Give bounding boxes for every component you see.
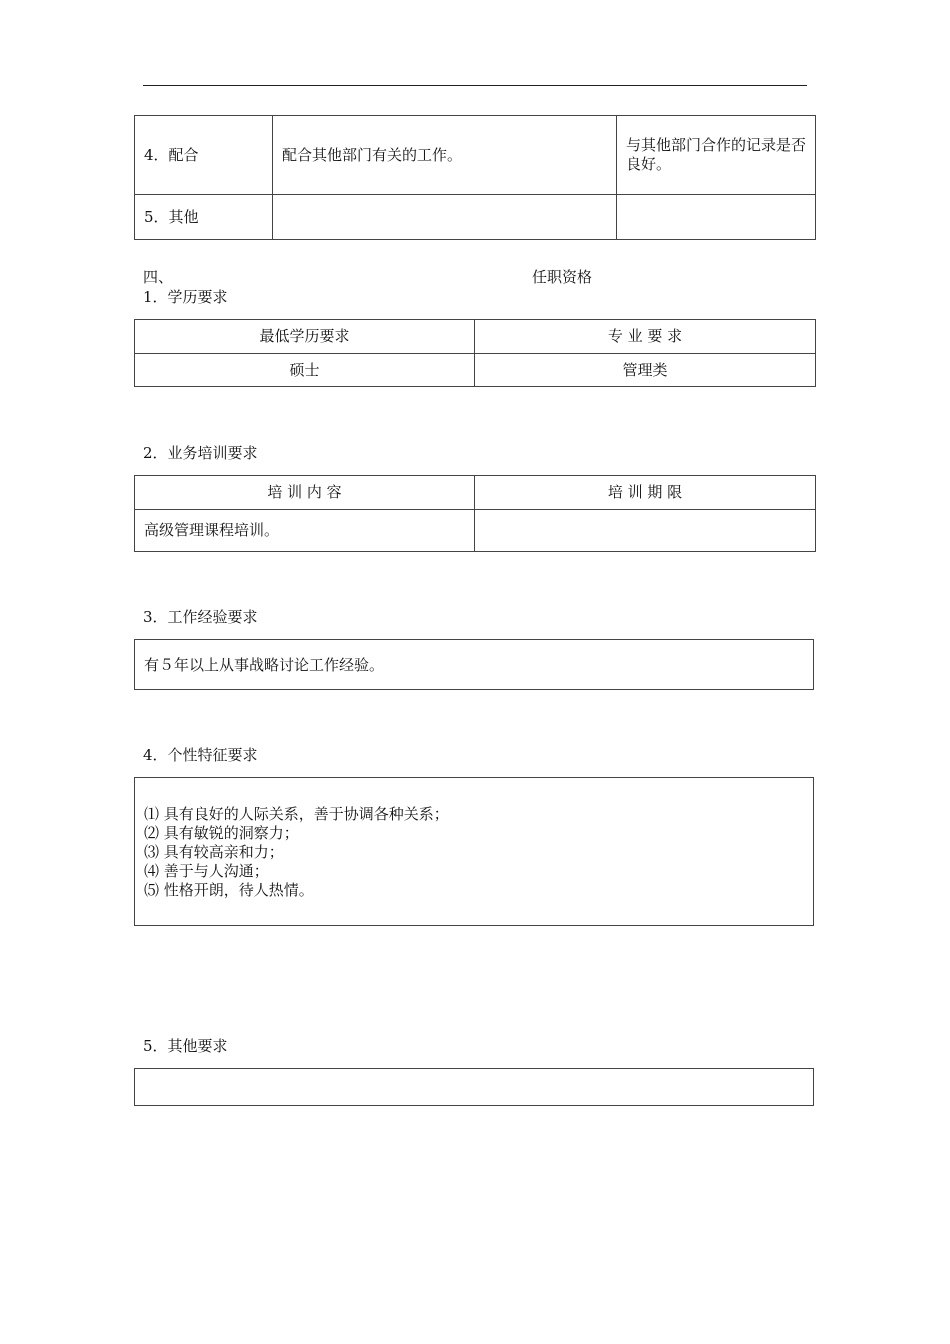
duty-standard: 与其他部门合作的记录是否良好。 [617, 116, 816, 195]
personality-list [144, 805, 449, 900]
list-item: ⑷ 善于与人沟通； [144, 862, 269, 880]
section-title: 任职资格 [532, 268, 593, 286]
header-rule [143, 85, 807, 86]
duties-table [134, 115, 816, 240]
education-table [134, 319, 816, 387]
experience-box [134, 639, 814, 690]
experience-value: 有５年以上从事战略讨论工作经验。 [144, 656, 385, 674]
education-major: 管理类 [475, 354, 816, 387]
list-item: ⑸ 性格开朗，待人热情。 [144, 881, 314, 899]
table-row [135, 510, 816, 552]
duty-item: 5．其他 [135, 195, 273, 240]
other-label: 5．其他要求 [143, 1037, 228, 1055]
list-item: ⑵ 具有敏锐的洞察力； [144, 824, 299, 842]
personality-label: 4．个性特征要求 [143, 746, 258, 764]
list-item: ⑴ 具有良好的人际关系，善于协调各种关系； [144, 805, 449, 823]
table-row [135, 354, 816, 387]
training-content: 高级管理课程培训。 [135, 510, 475, 552]
training-header-content: 培 训 内 容 [135, 476, 475, 510]
personality-box [134, 777, 814, 926]
duty-content [273, 195, 617, 240]
education-degree: 硕士 [135, 354, 475, 387]
education-header-major: 专 业 要 求 [475, 320, 816, 354]
table-row [135, 476, 816, 510]
training-table [134, 475, 816, 552]
education-header-degree: 最低学历要求 [135, 320, 475, 354]
duty-content: 配合其他部门有关的工作。 [273, 116, 617, 195]
experience-label: 3．工作经验要求 [143, 608, 258, 626]
list-item: ⑶ 具有较高亲和力； [144, 843, 284, 861]
education-label: 1．学历要求 [143, 288, 228, 306]
duty-standard [617, 195, 816, 240]
training-label: 2．业务培训要求 [143, 444, 258, 462]
table-row [135, 116, 816, 195]
other-box [134, 1068, 814, 1106]
table-row [135, 320, 816, 354]
table-row [135, 195, 816, 240]
duty-item: 4．配合 [135, 116, 273, 195]
training-header-period: 培 训 期 限 [475, 476, 816, 510]
training-period [475, 510, 816, 552]
section-number: 四、 [143, 268, 174, 286]
